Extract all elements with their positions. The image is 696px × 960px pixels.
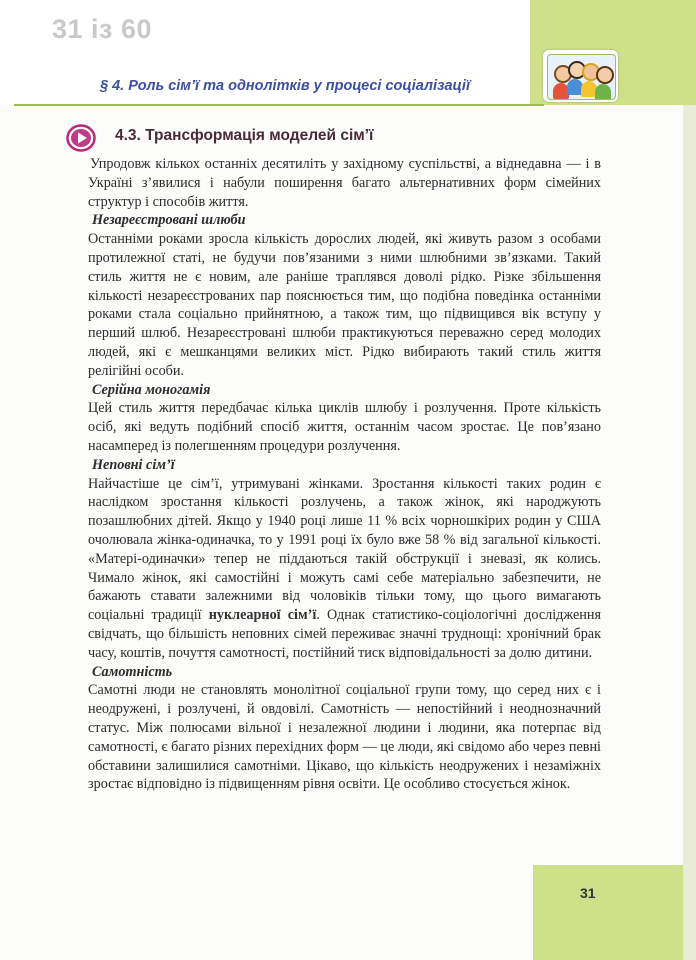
paragraph-loneliness: Самотні люди не становлять монолітної соціальної групи тому, що серед них є і неодружені, і розлучені, й овдовілі. Самотність — непостійний і неоднозначний статус. Між полюсами вільної і незалежної людини і людини, яка потерпає від самотності, є багато різних перехідних форм — це люди, які свідомо або через певні обставини залишилися самотніми. Цікаво, що кількість неодружених і незаміжніх зростає відповідно із підвищенням рівня освіти. Це особливо стосується жінок. (88, 682, 601, 793)
play-icon[interactable] (66, 124, 96, 152)
child-figure (596, 66, 614, 84)
page-counter: 31 із 60 (52, 14, 152, 44)
heading-loneliness: Самотність (92, 663, 173, 680)
section-header: § 4. Роль сім’ї та однолітків у процесі соціалізації (100, 78, 470, 94)
intro-paragraph: Упродовж кількох останніх десятиліть у західному суспільстві, а віднедавна — і в Україні з’явилися і набули поширення багато альтернативних форм сімейних структур і способів життя. (88, 156, 601, 210)
heading-single-parent-families: Неповні сім’ї (92, 456, 175, 473)
heading-unregistered-marriages: Незареєстровані шлюби (92, 212, 246, 229)
header-rule (14, 104, 544, 106)
children-emblem-icon (543, 50, 618, 102)
footer-green-panel (533, 865, 683, 960)
emblem-picture (547, 54, 616, 100)
paragraph-single-parent-families: Найчастіше це сім’ї, утримувані жінками. Зростання кількості таких родин є наслідком зростання кількості розлучень, а також жінок, які народжують позашлюбних дітей. Якщо у 1940 році лише 11 % всіх чорношкірих родин у США очолювала жінка-одиначка, то у 1991 році їх було вже 58 % від загальної кількості. «Матері-одиначки» тепер не піддаються такій обструкції і зневазі, як колись. Чимало жінок, які самостійні і можуть самі себе матеріально забезпечити, не бажають ставати залежними від чоловіків тільки тому, що цього вимагають соціальні традиції нуклеарної сім’ї. Однак статистико-соціологічні дослідження свідчать, що більшість неповних сімей переживає значні труднощі: хронічний брак часу, коштів, почуття самотності, постійний тиск відповідальності за долю дитини. (88, 475, 602, 661)
page-number: 31 (580, 885, 596, 901)
paragraph-unregistered-marriages: Останніми роками зросла кількість дорослих людей, які живуть разом з особами протилежної статі, не будучи пов’язаними з ними шлюбними зв’язками. Такий стиль життя не є новим, але раніше траплявся доволі рідко. Різке збільшення кількості незареєстрованих пар пояснюється тим, що подібна поведінка останніми роками стала соціально прийнятною, а також тим, що підвищився вік вступу у перший шлюб. Незареєстровані шлюби практикуються переважно серед молодих людей, які є мешканцями великих міст. Рідко вибирають такий стиль життя релігійні особи. (88, 231, 601, 379)
body-text (88, 155, 601, 794)
term-nuclear-family: нуклеарної сім’ї (208, 607, 317, 624)
subsection-title: 4.3. Трансформація моделей сім’ї (115, 127, 374, 144)
paragraph-serial-monogamy: Цей стиль життя передбачає кілька циклів шлюбу і розлучення. Проте кількість осіб, які ведуть подібний спосіб життя, останнім часом зростає. Це пов’язано насамперед із полегшенням процедури розлучення. (88, 400, 601, 454)
child-body (595, 84, 611, 100)
right-margin-strip (683, 105, 696, 960)
heading-serial-monogamy: Серійна моногамія (92, 381, 211, 398)
